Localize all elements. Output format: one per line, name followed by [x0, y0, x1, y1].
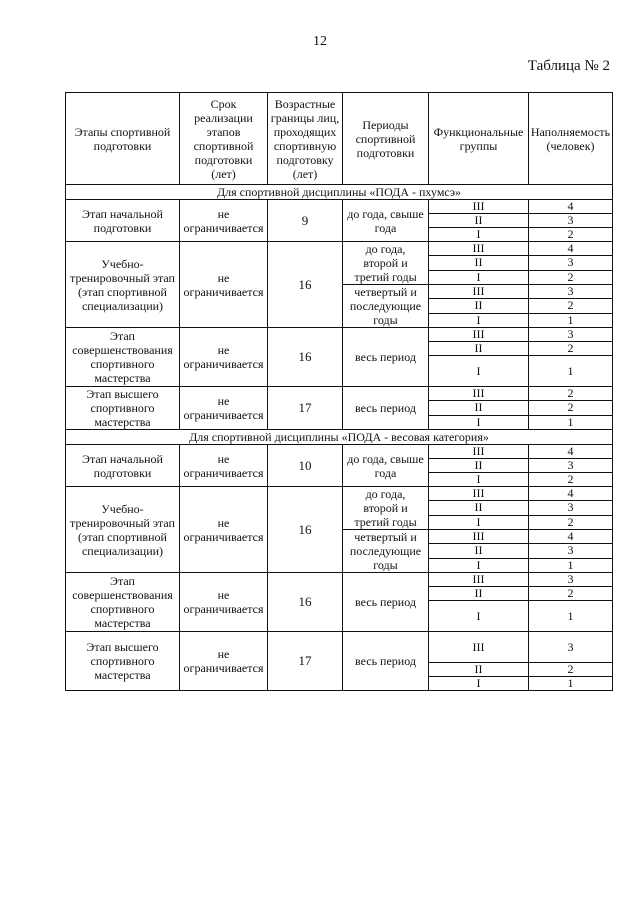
age-cell: 16: [268, 242, 343, 328]
header-period: Периоды спортивной подготовки: [343, 93, 429, 185]
fill-cell: 3: [529, 573, 613, 587]
functional-group-cell: II: [429, 663, 529, 677]
functional-group-cell: II: [429, 459, 529, 473]
term-cell: не ограничивается: [180, 387, 268, 430]
fill-cell: 4: [529, 487, 613, 501]
fill-cell: 3: [529, 632, 613, 663]
stage-cell: Учебно- тренировочный этап (этап спортивной специализации): [66, 487, 180, 573]
section-title: Для спортивной дисциплины «ПОДА - весовая категория»: [66, 430, 613, 445]
age-cell: 17: [268, 387, 343, 430]
functional-group-cell: III: [429, 242, 529, 256]
fill-cell: 1: [529, 558, 613, 572]
table-row: [66, 242, 613, 256]
fill-cell: 2: [529, 299, 613, 313]
functional-group-cell: III: [429, 573, 529, 587]
period-cell: весь период: [343, 573, 429, 632]
section-title: Для спортивной дисциплины «ПОДА - пхумсэ»: [66, 185, 613, 200]
term-cell: не ограничивается: [180, 632, 268, 691]
table-row: [66, 200, 613, 214]
functional-group-cell: I: [429, 415, 529, 429]
period-cell: весь период: [343, 632, 429, 691]
fill-cell: 2: [529, 663, 613, 677]
fill-cell: 3: [529, 544, 613, 558]
period-cell: до года, второй и третий годы: [343, 487, 429, 530]
fill-cell: 3: [529, 501, 613, 515]
fill-cell: 4: [529, 445, 613, 459]
fill-cell: 2: [529, 515, 613, 529]
fill-cell: 2: [529, 342, 613, 356]
fill-cell: 3: [529, 328, 613, 342]
fill-cell: 3: [529, 459, 613, 473]
header-fill: Наполняемость (человек): [529, 93, 613, 185]
table-body: [66, 93, 613, 691]
table-row: [66, 487, 613, 501]
functional-group-cell: II: [429, 401, 529, 415]
sports-training-table: [65, 92, 613, 691]
functional-group-cell: II: [429, 587, 529, 601]
functional-group-cell: I: [429, 270, 529, 284]
fill-cell: 2: [529, 387, 613, 401]
section-row: [66, 430, 613, 445]
functional-group-cell: II: [429, 544, 529, 558]
table-row: [66, 387, 613, 401]
age-cell: 10: [268, 445, 343, 487]
term-cell: не ограничивается: [180, 487, 268, 573]
page-number: 12: [313, 34, 327, 49]
header-term: Срок реализации этапов спортивной подготовки (лет): [180, 93, 268, 185]
period-cell: до года, свыше года: [343, 200, 429, 242]
header-stage: Этапы спортивной подготовки: [66, 93, 180, 185]
table-row: [66, 573, 613, 587]
functional-group-cell: III: [429, 328, 529, 342]
functional-group-cell: II: [429, 214, 529, 228]
age-cell: 17: [268, 632, 343, 691]
fill-cell: 1: [529, 313, 613, 327]
functional-group-cell: II: [429, 299, 529, 313]
functional-group-cell: I: [429, 601, 529, 632]
functional-group-cell: I: [429, 558, 529, 572]
period-cell: до года, свыше года: [343, 445, 429, 487]
stage-cell: Этап высшего спортивного мастерства: [66, 632, 180, 691]
term-cell: не ограничивается: [180, 328, 268, 387]
fill-cell: 1: [529, 677, 613, 691]
fill-cell: 4: [529, 242, 613, 256]
functional-group-cell: III: [429, 387, 529, 401]
term-cell: не ограничивается: [180, 573, 268, 632]
period-cell: четвертый и последующие годы: [343, 285, 429, 328]
fill-cell: 3: [529, 214, 613, 228]
fill-cell: 1: [529, 415, 613, 429]
period-cell: весь период: [343, 387, 429, 430]
functional-group-cell: III: [429, 445, 529, 459]
functional-group-cell: I: [429, 313, 529, 327]
section-row: [66, 185, 613, 200]
functional-group-cell: III: [429, 285, 529, 299]
table-row: [66, 632, 613, 663]
stage-cell: Этап совершенствования спортивного мастерства: [66, 573, 180, 632]
functional-group-cell: III: [429, 487, 529, 501]
fill-cell: 3: [529, 256, 613, 270]
header-row: [66, 93, 613, 185]
term-cell: не ограничивается: [180, 200, 268, 242]
header-group: Функциональные группы: [429, 93, 529, 185]
fill-cell: 1: [529, 356, 613, 387]
term-cell: не ограничивается: [180, 242, 268, 328]
stage-cell: Этап начальной подготовки: [66, 445, 180, 487]
age-cell: 16: [268, 328, 343, 387]
stage-cell: Этап высшего спортивного мастерства: [66, 387, 180, 430]
fill-cell: 4: [529, 200, 613, 214]
stage-cell: Этап совершенствования спортивного мастерства: [66, 328, 180, 387]
functional-group-cell: I: [429, 677, 529, 691]
table-title: Таблица № 2: [527, 58, 610, 74]
stage-cell: Этап начальной подготовки: [66, 200, 180, 242]
functional-group-cell: I: [429, 473, 529, 487]
age-cell: 16: [268, 487, 343, 573]
fill-cell: 1: [529, 601, 613, 632]
fill-cell: 2: [529, 401, 613, 415]
fill-cell: 3: [529, 285, 613, 299]
functional-group-cell: I: [429, 356, 529, 387]
functional-group-cell: II: [429, 256, 529, 270]
table-row: [66, 328, 613, 342]
functional-group-cell: III: [429, 200, 529, 214]
fill-cell: 2: [529, 473, 613, 487]
fill-cell: 2: [529, 587, 613, 601]
fill-cell: 2: [529, 228, 613, 242]
age-cell: 9: [268, 200, 343, 242]
age-cell: 16: [268, 573, 343, 632]
term-cell: не ограничивается: [180, 445, 268, 487]
period-cell: весь период: [343, 328, 429, 387]
functional-group-cell: III: [429, 632, 529, 663]
stage-cell: Учебно- тренировочный этап (этап спортивной специализации): [66, 242, 180, 328]
header-age: Возрастные границы лиц, проходящих спортивную подготовку (лет): [268, 93, 343, 185]
period-cell: четвертый и последующие годы: [343, 530, 429, 573]
functional-group-cell: II: [429, 501, 529, 515]
functional-group-cell: I: [429, 515, 529, 529]
period-cell: до года, второй и третий годы: [343, 242, 429, 285]
fill-cell: 2: [529, 270, 613, 284]
functional-group-cell: II: [429, 342, 529, 356]
table-row: [66, 445, 613, 459]
functional-group-cell: III: [429, 530, 529, 544]
fill-cell: 4: [529, 530, 613, 544]
functional-group-cell: I: [429, 228, 529, 242]
